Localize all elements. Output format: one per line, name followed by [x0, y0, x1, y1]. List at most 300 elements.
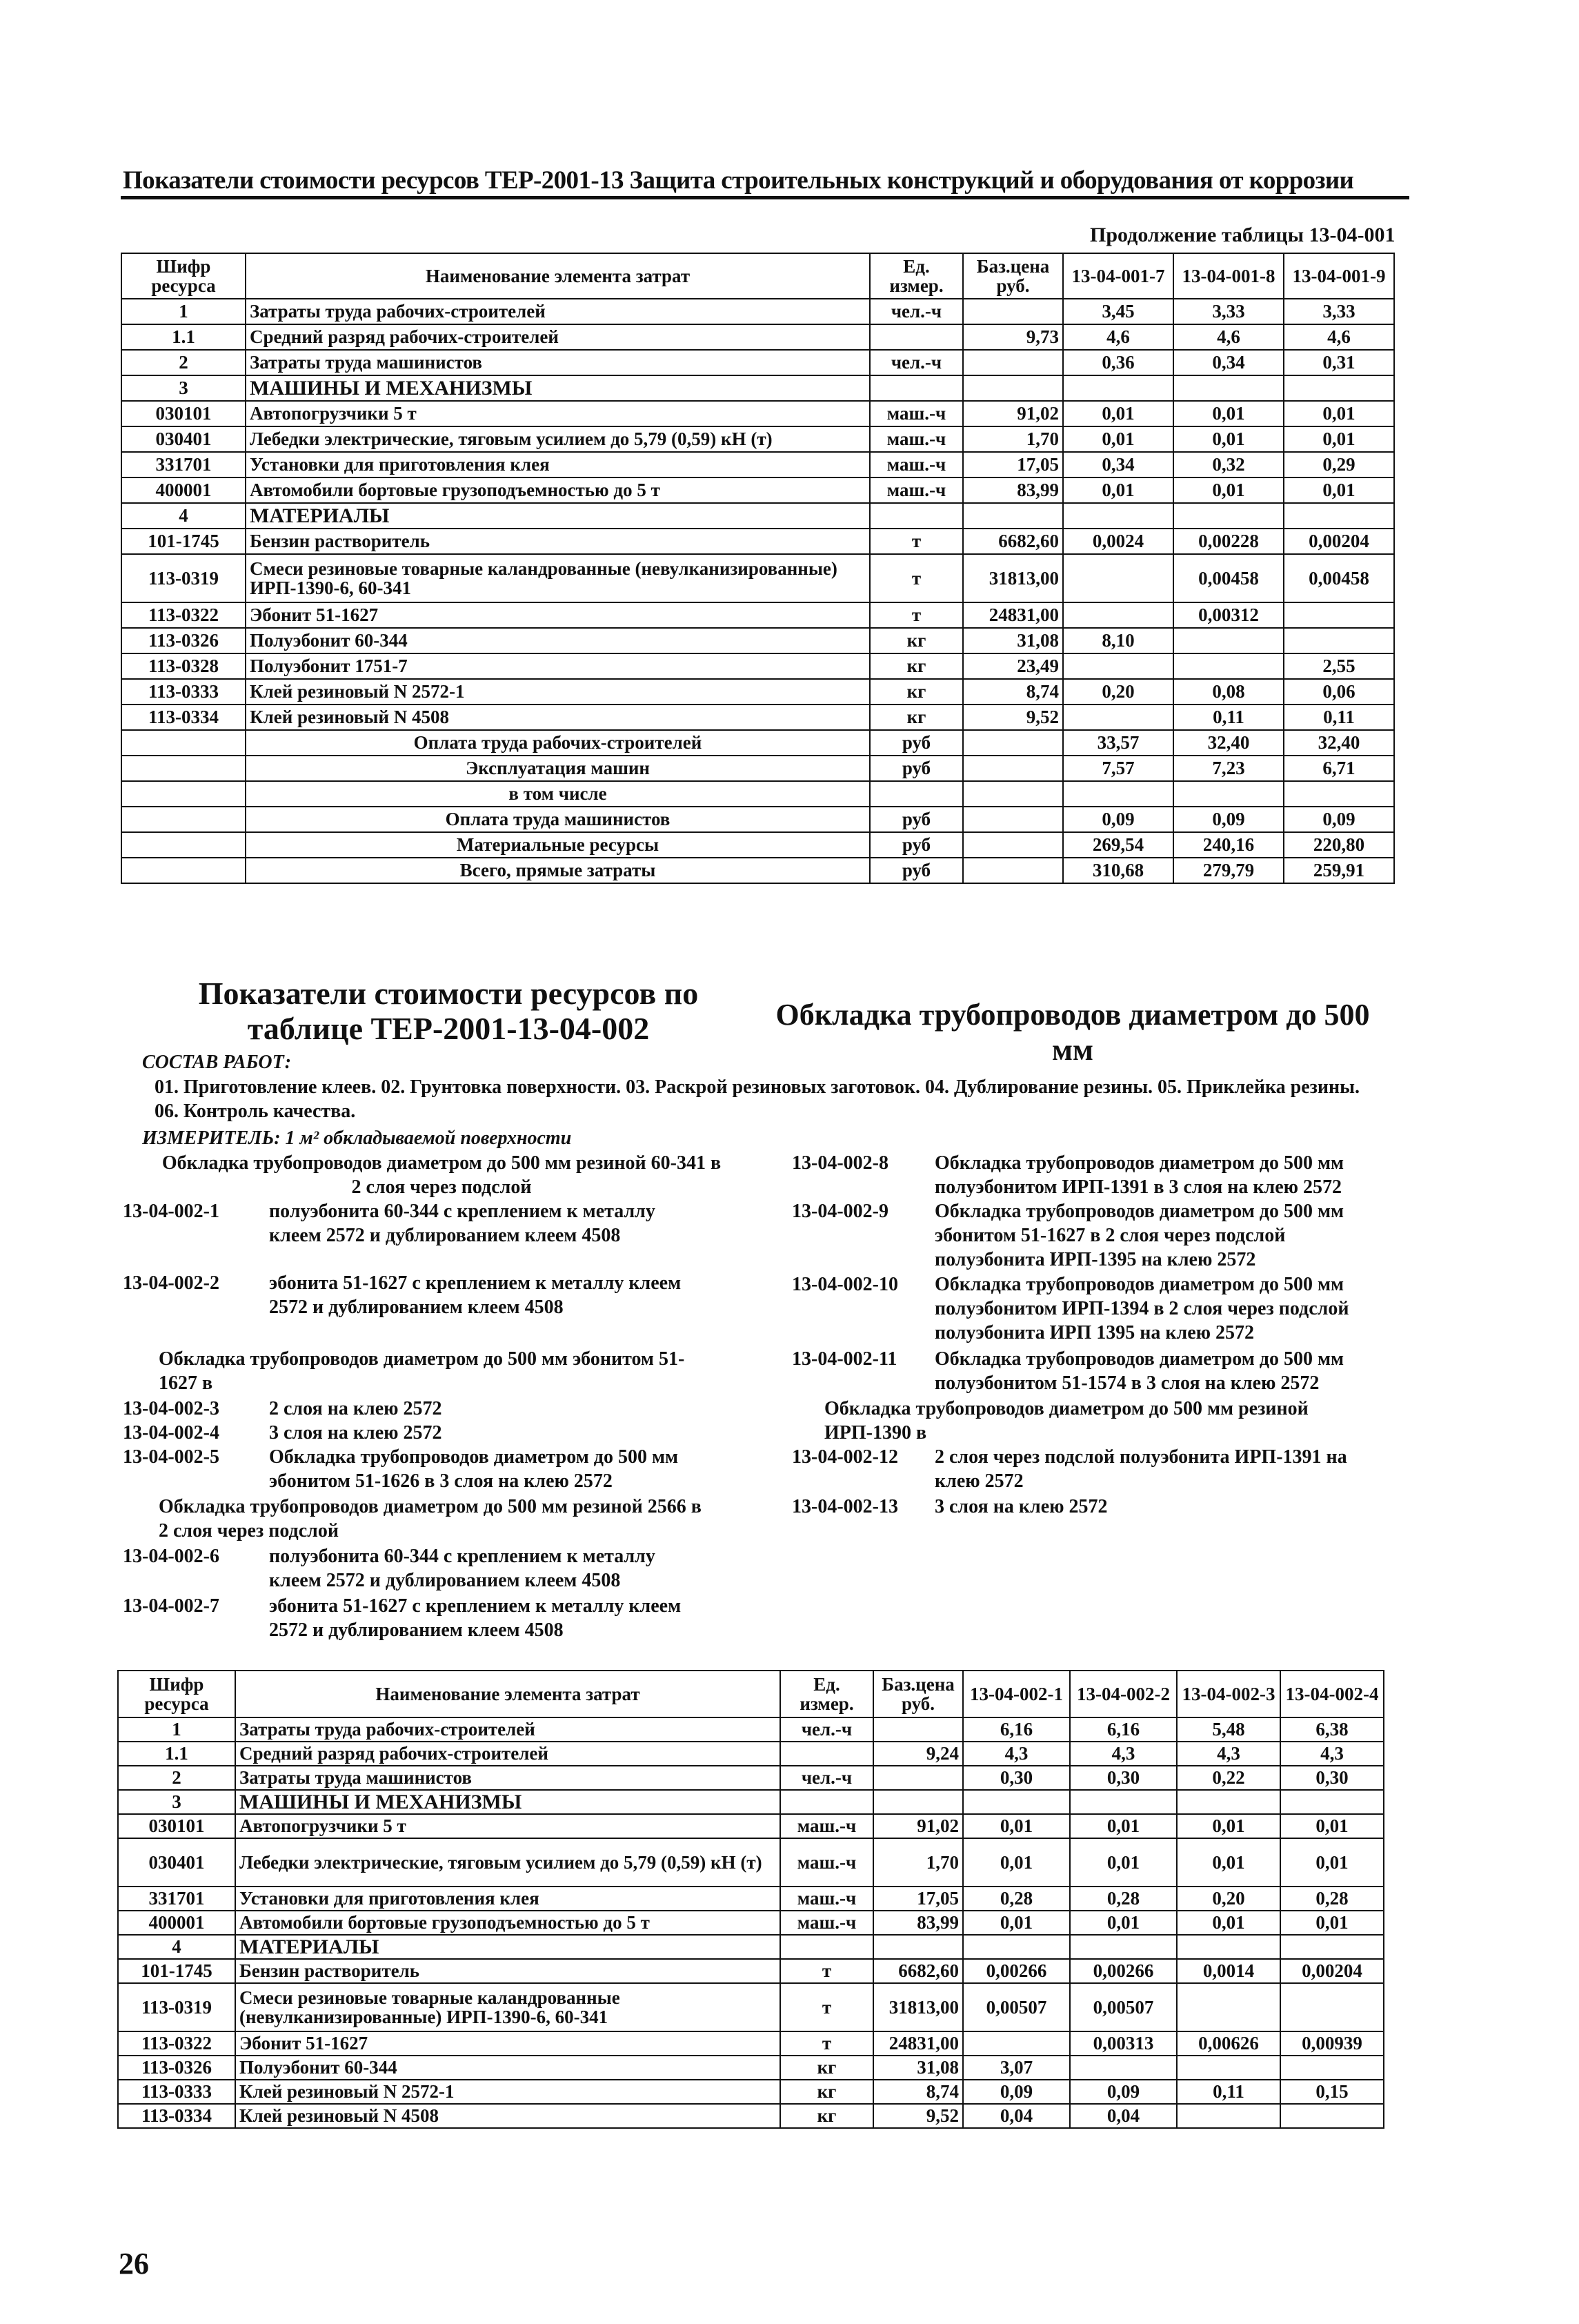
- column-header: 13-04-002-2: [1070, 1671, 1177, 1717]
- item-description: Обкладка трубопроводов диаметром до 500 мм полуэбонитом ИРП-1391 в 3 слоя на клею 2572: [935, 1152, 1344, 1198]
- resource-code-cell: [121, 730, 246, 756]
- cost-element-cell: Клей резиновый N 2572-1: [235, 2080, 780, 2104]
- cost-element-cell: Затраты труда рабочих-строителей: [246, 299, 870, 324]
- item-description: 3 слоя на клею 2572: [935, 1496, 1108, 1517]
- item-code: 13-04-002-12: [792, 1446, 898, 1468]
- norm-value-cell: 4,6: [1284, 324, 1394, 350]
- section-subtitle: Обкладка трубопроводов диаметром до 500 мм: [775, 998, 1370, 1067]
- norm-value-cell: 0,01: [1173, 401, 1284, 426]
- group-heading: Обкладка трубопроводов диаметром до 500 мм резиной ИРП-1390 в: [824, 1398, 1309, 1444]
- cost-element-cell: Оплата труда рабочих-строителей: [246, 730, 870, 756]
- item-code: 13-04-002-13: [792, 1496, 898, 1517]
- norm-value-cell: 0,09: [1063, 807, 1173, 832]
- norm-value-cell: 0,01: [1284, 401, 1394, 426]
- table-row: [121, 324, 1394, 350]
- resource-code-cell: 331701: [121, 452, 246, 477]
- unit-cell: кг: [870, 653, 963, 679]
- cost-element-cell: Клей резиновый N 2572-1: [246, 679, 870, 705]
- cost-element-cell: Оплата труда машинистов: [246, 807, 870, 832]
- norm-value-cell: 0,00458: [1284, 554, 1394, 602]
- norm-value-cell: 0,00507: [1070, 1983, 1177, 2031]
- norm-value-cell: [1284, 375, 1394, 401]
- norm-value-cell: [1280, 1935, 1384, 1959]
- measurement-unit: ИЗМЕРИТЕЛЬ: 1 м² обкладываемой поверхности: [142, 1127, 572, 1149]
- cost-element-cell: Смеси резиновые товарные каландрованные (невулканизированные) ИРП-1390-6, 60-341: [235, 1983, 780, 2031]
- norm-value-cell: 4,3: [963, 1742, 1070, 1766]
- table-row: [121, 375, 1394, 401]
- table-row: [121, 426, 1394, 452]
- cost-element-cell: Полуэбонит 1751-7: [246, 653, 870, 679]
- norm-value-cell: 7,23: [1173, 756, 1284, 781]
- unit-cell: маш.-ч: [780, 1838, 873, 1887]
- table-row: [121, 602, 1394, 628]
- unit-cell: т: [780, 1959, 873, 1983]
- base-price-cell: 91,02: [873, 1814, 963, 1838]
- column-header: Ед. измер.: [870, 253, 963, 299]
- norm-value-cell: 0,00626: [1177, 2031, 1280, 2056]
- item-code: 13-04-002-7: [123, 1595, 219, 1617]
- base-price-cell: 9,24: [873, 1742, 963, 1766]
- norm-value-cell: 0,01: [1177, 1838, 1280, 1887]
- resource-code-cell: 3: [121, 375, 246, 401]
- norm-value-cell: 0,00204: [1284, 529, 1394, 554]
- base-price-cell: [963, 375, 1063, 401]
- resource-table-13-04-002: [117, 1670, 1384, 2129]
- base-price-cell: [963, 781, 1063, 807]
- table-row: [118, 1935, 1384, 1959]
- norm-value-cell: [963, 1935, 1070, 1959]
- cost-element-cell: Эбонит 51-1627: [235, 2031, 780, 2056]
- norm-value-cell: 0,00507: [963, 1983, 1070, 2031]
- base-price-cell: [963, 730, 1063, 756]
- resource-code-cell: 113-0334: [118, 2104, 235, 2128]
- norm-value-cell: [1063, 503, 1173, 529]
- cost-element-cell: Лебедки электрические, тяговым усилием до 5,79 (0,59) кН (т): [235, 1838, 780, 1887]
- resource-code-cell: [121, 756, 246, 781]
- norm-value-cell: [1284, 781, 1394, 807]
- base-price-cell: [963, 756, 1063, 781]
- item-description: полуэбонита 60-344 с креплением к металлу клеем 2572 и дублированием клеем 4508: [269, 1546, 655, 1591]
- resource-code-cell: [121, 781, 246, 807]
- section-title: Показатели стоимости ресурсов по таблице ТЕР-2001-13-04-002: [198, 976, 699, 1046]
- base-price-cell: 31813,00: [873, 1983, 963, 2031]
- unit-cell: [870, 324, 963, 350]
- norm-value-cell: [1063, 554, 1173, 602]
- base-price-cell: 31,08: [963, 628, 1063, 653]
- cost-element-cell: Затраты труда машинистов: [246, 350, 870, 375]
- norm-value-cell: 0,09: [1173, 807, 1284, 832]
- resource-code-cell: 400001: [118, 1911, 235, 1935]
- cost-element-cell: Бензин растворитель: [246, 529, 870, 554]
- norm-value-cell: 0,01: [1173, 426, 1284, 452]
- norm-value-cell: 0,09: [963, 2080, 1070, 2104]
- norm-value-cell: 0,32: [1173, 452, 1284, 477]
- norm-value-cell: [1177, 2104, 1280, 2128]
- cost-element-cell: Эбонит 51-1627: [246, 602, 870, 628]
- resource-code-cell: 4: [121, 503, 246, 529]
- norm-value-cell: 279,79: [1173, 858, 1284, 883]
- norm-value-cell: 0,0014: [1177, 1959, 1280, 1983]
- unit-cell: чел.-ч: [870, 299, 963, 324]
- resource-code-cell: [121, 858, 246, 883]
- resource-code-cell: 1.1: [118, 1742, 235, 1766]
- norm-value-cell: 0,34: [1063, 452, 1173, 477]
- table-row: [121, 299, 1394, 324]
- column-header: 13-04-002-3: [1177, 1671, 1280, 1717]
- resource-table-13-04-001: [121, 253, 1395, 884]
- norm-value-cell: 8,10: [1063, 628, 1173, 653]
- base-price-cell: 6682,60: [963, 529, 1063, 554]
- table-row: [118, 1742, 1384, 1766]
- norm-value-cell: [1063, 602, 1173, 628]
- column-header: Шифр ресурса: [118, 1671, 235, 1717]
- norm-value-cell: [1173, 781, 1284, 807]
- cost-element-cell: Автомобили бортовые грузоподъемностью до 5 т: [235, 1911, 780, 1935]
- norm-value-cell: 0,00204: [1280, 1959, 1384, 1983]
- norm-value-cell: 4,3: [1070, 1742, 1177, 1766]
- norm-value-cell: 3,33: [1284, 299, 1394, 324]
- base-price-cell: 23,49: [963, 653, 1063, 679]
- item-code: 13-04-002-5: [123, 1446, 219, 1468]
- norm-value-cell: [1284, 628, 1394, 653]
- unit-cell: руб: [870, 832, 963, 858]
- norm-value-cell: 259,91: [1284, 858, 1394, 883]
- norm-value-cell: 4,3: [1280, 1742, 1384, 1766]
- table-row: [118, 2031, 1384, 2056]
- table-row: [118, 1766, 1384, 1790]
- norm-value-cell: 0,01: [1177, 1911, 1280, 1935]
- group-heading: Обкладка трубопроводов диаметром до 500 мм резиной 2566 в 2 слоя через подслой: [159, 1496, 702, 1542]
- norm-value-cell: 6,16: [963, 1717, 1070, 1742]
- resource-code-cell: 030101: [118, 1814, 235, 1838]
- norm-value-cell: 4,3: [1177, 1742, 1280, 1766]
- base-price-cell: 91,02: [963, 401, 1063, 426]
- norm-value-cell: 0,0024: [1063, 529, 1173, 554]
- norm-value-cell: 0,04: [1070, 2104, 1177, 2128]
- running-header: Показатели стоимости ресурсов ТЕР-2001-13 Защита строительных конструкций и оборудования от коррозии: [123, 166, 1354, 195]
- norm-value-cell: 0,06: [1284, 679, 1394, 705]
- norm-value-cell: 32,40: [1284, 730, 1394, 756]
- item-code: 13-04-002-3: [123, 1398, 219, 1419]
- table-row: [121, 653, 1394, 679]
- table-row: [121, 628, 1394, 653]
- table-row: [121, 529, 1394, 554]
- norm-value-cell: [1063, 653, 1173, 679]
- cost-element-cell: Бензин растворитель: [235, 1959, 780, 1983]
- norm-value-cell: 0,01: [1063, 426, 1173, 452]
- norm-value-cell: [1280, 1983, 1384, 2031]
- unit-cell: т: [780, 1983, 873, 2031]
- norm-value-cell: 6,71: [1284, 756, 1394, 781]
- unit-cell: руб: [870, 807, 963, 832]
- item-description: полуэбонита 60-344 с креплением к металлу клеем 2572 и дублированием клеем 4508: [269, 1201, 655, 1246]
- base-price-cell: 9,73: [963, 324, 1063, 350]
- norm-value-cell: 240,16: [1173, 832, 1284, 858]
- base-price-cell: [963, 832, 1063, 858]
- group-heading: Обкладка трубопроводов диаметром до 500 мм эбонитом 51-1627 в: [159, 1348, 685, 1394]
- base-price-cell: 83,99: [963, 477, 1063, 503]
- cost-element-cell: Автопогрузчики 5 т: [235, 1814, 780, 1838]
- norm-value-cell: 0,01: [1063, 401, 1173, 426]
- norm-value-cell: 0,01: [1173, 477, 1284, 503]
- unit-cell: руб: [870, 756, 963, 781]
- norm-value-cell: 0,11: [1177, 2080, 1280, 2104]
- norm-value-cell: 3,07: [963, 2056, 1070, 2080]
- item-description: Обкладка трубопроводов диаметром до 500 мм эбонитом 51-1626 в 3 слоя на клею 2572: [269, 1446, 679, 1492]
- table-row: [118, 1717, 1384, 1742]
- cost-element-cell: Клей резиновый N 4508: [235, 2104, 780, 2128]
- norm-value-cell: 220,80: [1284, 832, 1394, 858]
- column-header: Шифр ресурса: [121, 253, 246, 299]
- norm-value-cell: 0,34: [1173, 350, 1284, 375]
- resource-code-cell: 030401: [121, 426, 246, 452]
- unit-cell: кг: [780, 2104, 873, 2128]
- base-price-cell: [963, 299, 1063, 324]
- base-price-cell: [963, 503, 1063, 529]
- table-row: [118, 2080, 1384, 2104]
- unit-cell: кг: [780, 2056, 873, 2080]
- table-row: [118, 1983, 1384, 2031]
- base-price-cell: 8,74: [873, 2080, 963, 2104]
- item-description: эбонита 51-1627 с креплением к металлу клеем 2572 и дублированием клеем 4508: [269, 1272, 682, 1318]
- norm-value-cell: 310,68: [1063, 858, 1173, 883]
- norm-value-cell: 0,29: [1284, 452, 1394, 477]
- norm-value-cell: [1070, 2056, 1177, 2080]
- norm-value-cell: 0,00266: [963, 1959, 1070, 1983]
- norm-value-cell: 0,00228: [1173, 529, 1284, 554]
- table-header-row: [121, 253, 1394, 299]
- norm-value-cell: 0,01: [1280, 1814, 1384, 1838]
- norm-value-cell: [1173, 628, 1284, 653]
- base-price-cell: 17,05: [873, 1887, 963, 1911]
- item-code: 13-04-002-6: [123, 1546, 219, 1567]
- item-code: 13-04-002-10: [792, 1274, 898, 1295]
- resource-code-cell: 1: [118, 1717, 235, 1742]
- table-row: [121, 730, 1394, 756]
- unit-cell: маш.-ч: [870, 477, 963, 503]
- table-row: [121, 554, 1394, 602]
- norm-value-cell: 32,40: [1173, 730, 1284, 756]
- header-rule: [121, 196, 1409, 199]
- table-row: [118, 1790, 1384, 1814]
- norm-value-cell: 0,30: [963, 1766, 1070, 1790]
- resource-code-cell: 2: [121, 350, 246, 375]
- base-price-cell: [873, 1790, 963, 1814]
- norm-value-cell: 0,01: [1280, 1838, 1384, 1887]
- base-price-cell: 8,74: [963, 679, 1063, 705]
- cost-element-cell: Средний разряд рабочих-строителей: [235, 1742, 780, 1766]
- norm-value-cell: 33,57: [1063, 730, 1173, 756]
- norm-value-cell: [963, 2031, 1070, 2056]
- norm-value-cell: [1177, 1983, 1280, 2031]
- norm-value-cell: [1173, 375, 1284, 401]
- resource-code-cell: 113-0334: [121, 705, 246, 730]
- cost-element-cell: Лебедки электрические, тяговым усилием до 5,79 (0,59) кН (т): [246, 426, 870, 452]
- base-price-cell: 31,08: [873, 2056, 963, 2080]
- norm-value-cell: 0,00939: [1280, 2031, 1384, 2056]
- column-header: Ед. измер.: [780, 1671, 873, 1717]
- cost-element-cell: Затраты труда машинистов: [235, 1766, 780, 1790]
- norm-value-cell: 0,04: [963, 2104, 1070, 2128]
- unit-cell: т: [780, 2031, 873, 2056]
- norm-value-cell: 0,30: [1070, 1766, 1177, 1790]
- norm-value-cell: [1063, 375, 1173, 401]
- column-header: Наименование элемента затрат: [246, 253, 870, 299]
- resource-code-cell: 030401: [118, 1838, 235, 1887]
- base-price-cell: 83,99: [873, 1911, 963, 1935]
- item-description: 2 слоя через подслой полуэбонита ИРП-1391 на клею 2572: [935, 1446, 1347, 1492]
- item-description: Обкладка трубопроводов диаметром до 500 мм полуэбонитом ИРП-1394 в 2 слоя через подслой полуэбонита ИРП 1395 на клею 2572: [935, 1274, 1349, 1343]
- unit-cell: маш.-ч: [780, 1887, 873, 1911]
- base-price-cell: 9,52: [873, 2104, 963, 2128]
- resource-code-cell: 113-0319: [118, 1983, 235, 2031]
- norm-value-cell: 3,33: [1173, 299, 1284, 324]
- table-row: [121, 350, 1394, 375]
- norm-value-cell: [1177, 1935, 1280, 1959]
- unit-cell: чел.-ч: [780, 1717, 873, 1742]
- norm-value-cell: 0,01: [1280, 1911, 1384, 1935]
- cost-element-cell: МАШИНЫ И МЕХАНИЗМЫ: [246, 375, 870, 401]
- resource-code-cell: 113-0328: [121, 653, 246, 679]
- base-price-cell: 24831,00: [873, 2031, 963, 2056]
- norm-value-cell: 0,08: [1173, 679, 1284, 705]
- norm-value-cell: 0,28: [963, 1887, 1070, 1911]
- resource-code-cell: 3: [118, 1790, 235, 1814]
- work-composition-text: 01. Приготовление клеев. 02. Грунтовка поверхности. 03. Раскрой резиновых заготовок. 04. Дублирование резины. 05. Приклейка резины. 06. Контроль качества.: [155, 1076, 1360, 1122]
- cost-element-cell: Автопогрузчики 5 т: [246, 401, 870, 426]
- item-code: 13-04-002-2: [123, 1272, 219, 1294]
- resource-code-cell: 4: [118, 1935, 235, 1959]
- norm-value-cell: 5,48: [1177, 1717, 1280, 1742]
- norm-value-cell: 0,01: [1063, 477, 1173, 503]
- norm-value-cell: 0,01: [1284, 477, 1394, 503]
- base-price-cell: [873, 1717, 963, 1742]
- resource-code-cell: 113-0333: [118, 2080, 235, 2104]
- table-row: [121, 679, 1394, 705]
- norm-value-cell: 0,11: [1173, 705, 1284, 730]
- base-price-cell: 24831,00: [963, 602, 1063, 628]
- norm-value-cell: 2,55: [1284, 653, 1394, 679]
- base-price-cell: 17,05: [963, 452, 1063, 477]
- base-price-cell: 9,52: [963, 705, 1063, 730]
- norm-value-cell: 0,30: [1280, 1766, 1384, 1790]
- norm-value-cell: 0,31: [1284, 350, 1394, 375]
- item-description: 3 слоя на клею 2572: [269, 1422, 442, 1444]
- base-price-cell: [873, 1935, 963, 1959]
- base-price-cell: 1,70: [963, 426, 1063, 452]
- unit-cell: руб: [870, 858, 963, 883]
- unit-cell: т: [870, 554, 963, 602]
- norm-value-cell: 0,09: [1070, 2080, 1177, 2104]
- norm-value-cell: [1063, 705, 1173, 730]
- unit-cell: кг: [780, 2080, 873, 2104]
- column-header: 13-04-001-7: [1063, 253, 1173, 299]
- table-row: [118, 1959, 1384, 1983]
- norm-value-cell: 7,57: [1063, 756, 1173, 781]
- cost-element-cell: Автомобили бортовые грузоподъемностью до 5 т: [246, 477, 870, 503]
- column-header: Баз.цена руб.: [873, 1671, 963, 1717]
- unit-cell: [780, 1935, 873, 1959]
- norm-value-cell: 0,00266: [1070, 1959, 1177, 1983]
- norm-value-cell: [1173, 653, 1284, 679]
- norm-value-cell: [1177, 1790, 1280, 1814]
- norm-value-cell: 0,28: [1280, 1887, 1384, 1911]
- item-code: 13-04-002-9: [792, 1201, 888, 1222]
- unit-cell: кг: [870, 628, 963, 653]
- table-row: [121, 807, 1394, 832]
- cost-element-cell: Полуэбонит 60-344: [246, 628, 870, 653]
- norm-value-cell: 0,20: [1063, 679, 1173, 705]
- cost-element-cell: Всего, прямые затраты: [246, 858, 870, 883]
- cost-element-cell: МАТЕРИАЛЫ: [235, 1935, 780, 1959]
- norm-value-cell: [1063, 781, 1173, 807]
- norm-value-cell: 0,01: [963, 1814, 1070, 1838]
- unit-cell: кг: [870, 705, 963, 730]
- base-price-cell: [873, 1766, 963, 1790]
- unit-cell: т: [870, 529, 963, 554]
- cost-element-cell: Установки для приготовления клея: [235, 1887, 780, 1911]
- table-row: [121, 452, 1394, 477]
- unit-cell: [870, 781, 963, 807]
- norm-value-cell: [1173, 503, 1284, 529]
- norm-value-cell: 0,01: [1070, 1838, 1177, 1887]
- table-row: [121, 477, 1394, 503]
- unit-cell: маш.-ч: [870, 452, 963, 477]
- column-header: Наименование элемента затрат: [235, 1671, 780, 1717]
- resource-code-cell: 030101: [121, 401, 246, 426]
- table-row: [121, 503, 1394, 529]
- resource-code-cell: 113-0333: [121, 679, 246, 705]
- norm-value-cell: 0,22: [1177, 1766, 1280, 1790]
- unit-cell: руб: [870, 730, 963, 756]
- group-heading: Обкладка трубопроводов диаметром до 500 мм резиной 60-341 в 2 слоя через подслой: [161, 1152, 722, 1198]
- norm-value-cell: 269,54: [1063, 832, 1173, 858]
- unit-cell: [780, 1742, 873, 1766]
- norm-value-cell: 0,01: [1284, 426, 1394, 452]
- norm-value-cell: 0,01: [963, 1911, 1070, 1935]
- column-header: 13-04-002-1: [963, 1671, 1070, 1717]
- unit-cell: [780, 1790, 873, 1814]
- cost-element-cell: Средний разряд рабочих-строителей: [246, 324, 870, 350]
- table-row: [118, 1911, 1384, 1935]
- item-description: Обкладка трубопроводов диаметром до 500 мм полуэбонитом 51-1574 в 3 слоя на клею 2572: [935, 1348, 1344, 1394]
- unit-cell: т: [870, 602, 963, 628]
- column-header: 13-04-001-8: [1173, 253, 1284, 299]
- cost-element-cell: МАТЕРИАЛЫ: [246, 503, 870, 529]
- norm-value-cell: 0,01: [1070, 1911, 1177, 1935]
- norm-value-cell: 0,01: [963, 1838, 1070, 1887]
- item-description: Обкладка трубопроводов диаметром до 500 мм эбонитом 51-1627 в 2 слоя через подслой полуэбонита ИРП-1395 на клею 2572: [935, 1201, 1344, 1270]
- table-row: [121, 756, 1394, 781]
- resource-code-cell: [121, 832, 246, 858]
- column-header: 13-04-001-9: [1284, 253, 1394, 299]
- norm-value-cell: [1070, 1790, 1177, 1814]
- resource-code-cell: 331701: [118, 1887, 235, 1911]
- norm-value-cell: 4,6: [1173, 324, 1284, 350]
- page-number: 26: [119, 2247, 149, 2281]
- norm-value-cell: 0,28: [1070, 1887, 1177, 1911]
- unit-cell: маш.-ч: [780, 1814, 873, 1838]
- unit-cell: [870, 375, 963, 401]
- norm-value-cell: 0,11: [1284, 705, 1394, 730]
- norm-value-cell: [1280, 2104, 1384, 2128]
- resource-code-cell: 113-0319: [121, 554, 246, 602]
- norm-value-cell: [963, 1790, 1070, 1814]
- norm-value-cell: 0,00313: [1070, 2031, 1177, 2056]
- norm-value-cell: 6,38: [1280, 1717, 1384, 1742]
- cost-element-cell: Затраты труда рабочих-строителей: [235, 1717, 780, 1742]
- resource-code-cell: 1: [121, 299, 246, 324]
